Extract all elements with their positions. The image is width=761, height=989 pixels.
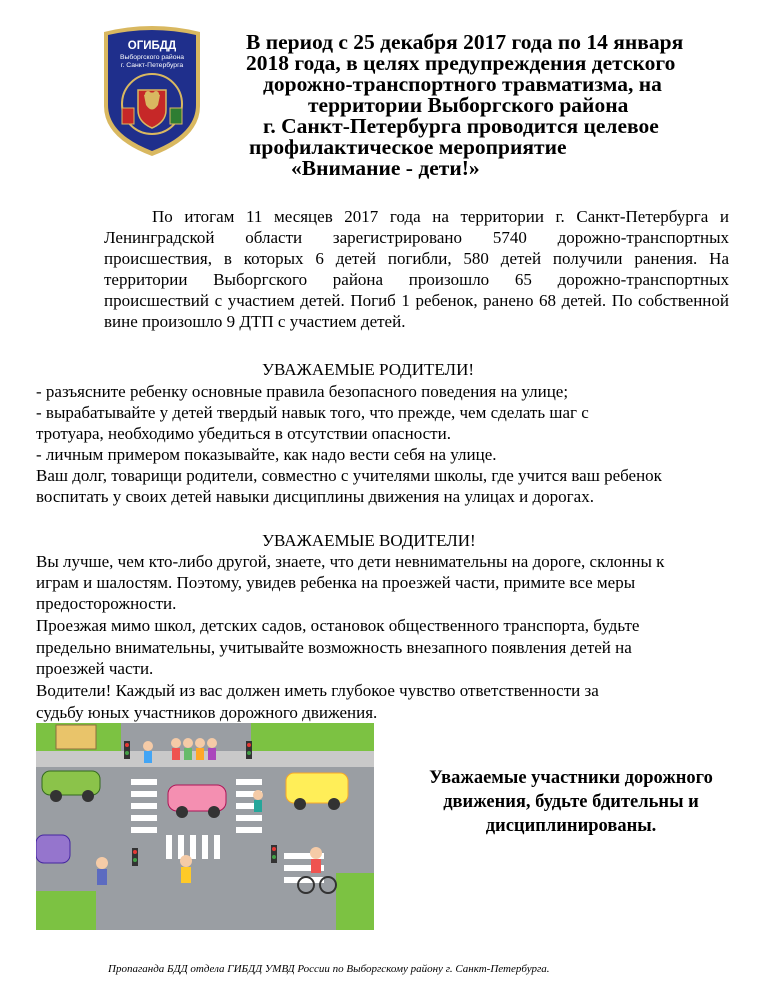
emblem-subtitle-2: г. Санкт-Петербурга <box>120 62 184 69</box>
drivers-line-3: предосторожности. <box>36 594 177 613</box>
drivers-line-2: играм и шалостям. Поэтому, увидев ребенка на проезжей части, примите все меры <box>36 573 636 592</box>
emblem-title: ОГИБДД <box>127 40 177 52</box>
title-line-2: 2018 года, в целях предупреждения детского <box>246 51 676 75</box>
title-line-1: В период с 25 декабря 2017 года по 14 января <box>246 30 684 54</box>
shield-icon <box>98 22 206 158</box>
statistics-paragraph <box>104 206 729 332</box>
parents-line-1: - разъясните ребенку основные правила безопасного поведения на улице; <box>36 382 569 401</box>
parents-line-4: - личным примером показывайте, как надо вести себя на улице. <box>36 445 497 464</box>
parents-line-5: Ваш долг, товарищи родители, совместно с учителями школы, где учится ваш ребенок <box>36 466 662 485</box>
call-to-action <box>396 766 746 838</box>
title-line-6: профилактическое мероприятие <box>249 135 567 159</box>
drivers-line-5: предельно внимательны, учитывайте возможность внезапного появления детей на <box>36 638 632 657</box>
title-line-7: «Внимание - дети!» <box>291 156 480 180</box>
call-line-3: дисциплинированы. <box>485 816 657 836</box>
parents-line-3: тротуара, необходимо убедиться в отсутствии опасности. <box>36 424 451 443</box>
statistics-text: По итогам 11 месяцев 2017 года на территории г. Санкт-Петербурга и Ленинградской области зарегистрировано 5740 дорожно-транспортных происшествия, в которых 6 детей погибли, 580 детей получили ранения. На территории Выборгского района произошло 65 дорожно-транспортных происшествий с участием детей. Погиб 1 ребенок, ранено 68 детей. По собственной вине произошло 9 ДТП с участием детей. <box>104 207 729 331</box>
emblem-subtitle-1: Выборгского района <box>119 54 185 61</box>
title-line-4: территории Выборгского района <box>308 93 629 117</box>
street-illustration <box>36 723 374 930</box>
ogibdd-emblem <box>98 22 206 158</box>
drivers-line-1: Вы лучше, чем кто-либо другой, знаете, что дети невнимательны на дороге, склонны к <box>36 552 665 571</box>
call-line-1: Уважаемые участники дорожного <box>429 768 713 788</box>
title-line-5: г. Санкт-Петербурга проводится целевое <box>263 114 659 138</box>
parents-line-6: воспитать у своих детей навыки дисциплины движения на улицах и дорогах. <box>36 487 594 506</box>
parents-heading: УВАЖАЕМЫЕ РОДИТЕЛИ! <box>262 360 475 379</box>
drivers-line-8: судьбу юных участников дорожного движения. <box>36 703 378 722</box>
call-line-2: движения, будьте бдительны и <box>443 792 699 812</box>
drivers-line-6: проезжей части. <box>36 659 154 678</box>
drivers-heading: УВАЖАЕМЫЕ ВОДИТЕЛИ! <box>262 531 476 550</box>
title-line-3: дорожно-транспортного травматизма, на <box>263 72 662 96</box>
drivers-line-7: Водители! Каждый из вас должен иметь глубокое чувство ответственности за <box>36 681 599 700</box>
footer-note: Пропаганда БДД отдела ГИБДД УМВД России по Выборгскому району г. Санкт-Петербурга. <box>108 963 550 975</box>
parents-line-2: - вырабатывайте у детей твердый навык того, что прежде, чем сделать шаг с <box>36 403 589 422</box>
drivers-line-4: Проезжая мимо школ, детских садов, остановок общественного транспорта, будьте <box>36 616 640 635</box>
